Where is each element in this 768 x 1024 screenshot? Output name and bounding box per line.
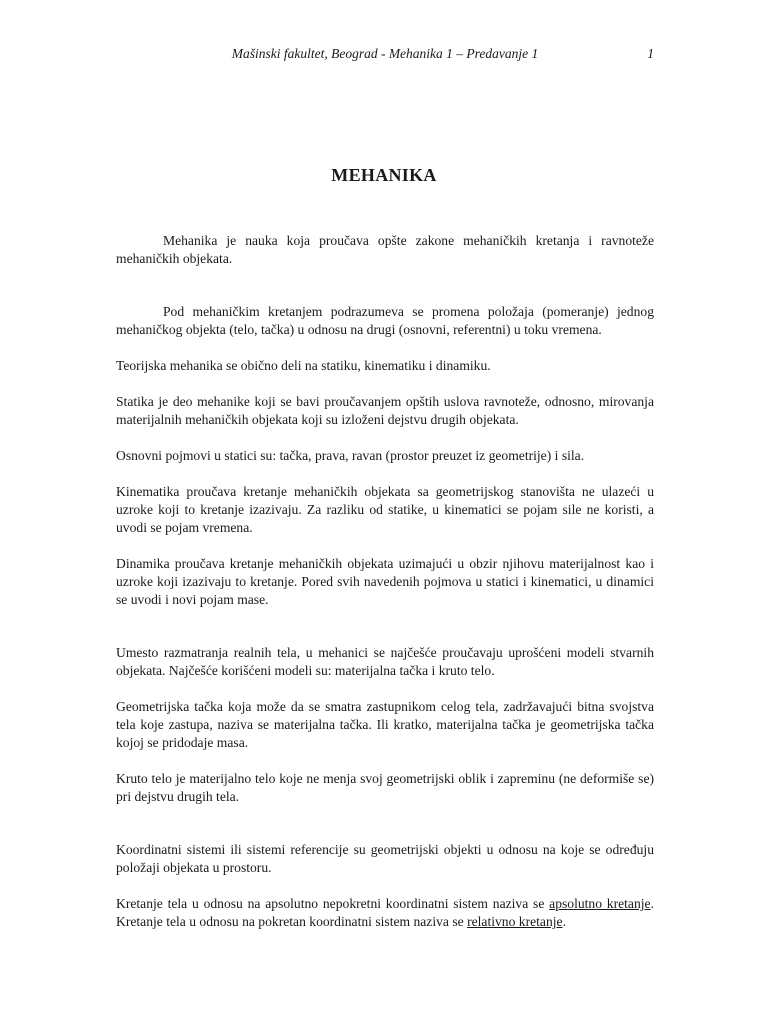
running-header bbox=[116, 46, 654, 66]
page-number: 1 bbox=[647, 46, 654, 61]
header-text: Mašinski fakultet, Beograd - Mehanika 1 – Predavanje 1 bbox=[231, 46, 539, 61]
paragraph-models: Umesto razmatranja realnih tela, u mehanici se najčešće proučavaju uprošćeni modeli stvarnih objekata. Najčešće korišćeni modeli su: materijalna tačka i kruto telo. bbox=[116, 645, 654, 678]
page-title: MEHANIKA bbox=[331, 165, 437, 185]
paragraph-material-point: Geometrijska tačka koja može da se smatra zastupnikom celog tela, zadržavajući bitna svojstva tela koje zastupa, naziva se materijalna tačka. Ili kratko, materijalna tačka je geometrijska tačka kojoj se pridodaje masa. bbox=[116, 699, 654, 750]
paragraph-definition: Mehanika je nauka koja proučava opšte zakone mehaničkih kretanja i ravnoteže mehaničkih objekata. bbox=[116, 233, 654, 266]
term-absolute-motion: apsolutno kretanje bbox=[549, 896, 651, 911]
paragraph-statics-concepts: Osnovni pojmovi u statici su: tačka, prava, ravan (prostor preuzet iz geometrije) i sila. bbox=[116, 448, 585, 463]
text-fragment: Kretanje tela u odnosu na apsolutno nepokretni koordinatni sistem naziva se bbox=[116, 896, 550, 911]
paragraph-coordinate-systems: Koordinatni sistemi ili sistemi referencije su geometrijski objekti u odnosu na koje se određuju položaji objekata u prostoru. bbox=[116, 842, 654, 875]
paragraph-statics: Statika je deo mehanike koji se bavi proučavanjem opštih uslova ravnoteže, odnosno, mirovanja materijalnih mehaničkih objekata koji su izloženi dejstvu drugih objekata. bbox=[116, 394, 654, 427]
text-fragment: . bbox=[562, 914, 566, 929]
paragraph-kinematics: Kinematika proučava kretanje mehaničkih objekata sa geometrijskog stanovišta ne ulazeći u uzroke koji to kretanje izazivaju. Za razliku od statike, u kinematici se pojam sile ne koristi, a uvodi se pojam vremena. bbox=[116, 484, 654, 535]
paragraph-dynamics: Dinamika proučava kretanje mehaničkih objekata uzimajući u obzir njihovu materijalnost kao i uzroke koji izazivaju to kretanje. Pored svih navedenih pojmova u statici i kinematici, u dinamici se uvodi i novi pojam mase. bbox=[116, 556, 654, 607]
paragraph-rigid-body: Kruto telo je materijalno telo koje ne menja svoj geometrijski oblik i zapreminu (ne deformiše se) pri dejstvu drugih tela. bbox=[116, 771, 654, 804]
term-relative-motion: relativno kretanje bbox=[467, 914, 563, 929]
paragraph-mechanical-motion: Pod mehaničkim kretanjem podrazumeva se promena položaja (pomeranje) jednog mehaničkog objekta (telo, tačka) u odnosu na drugi (osnovni, referentni) u toku vremena. bbox=[116, 304, 654, 337]
paragraph-absolute-relative-motion bbox=[116, 895, 654, 931]
paragraph-divisions: Teorijska mehanika se obično deli na statiku, kinematiku i dinamiku. bbox=[116, 358, 491, 373]
text-fragment: . Kretanje tela u odnosu na pokretan koordinatni sistem naziva se bbox=[116, 896, 654, 929]
body-text bbox=[116, 232, 654, 931]
